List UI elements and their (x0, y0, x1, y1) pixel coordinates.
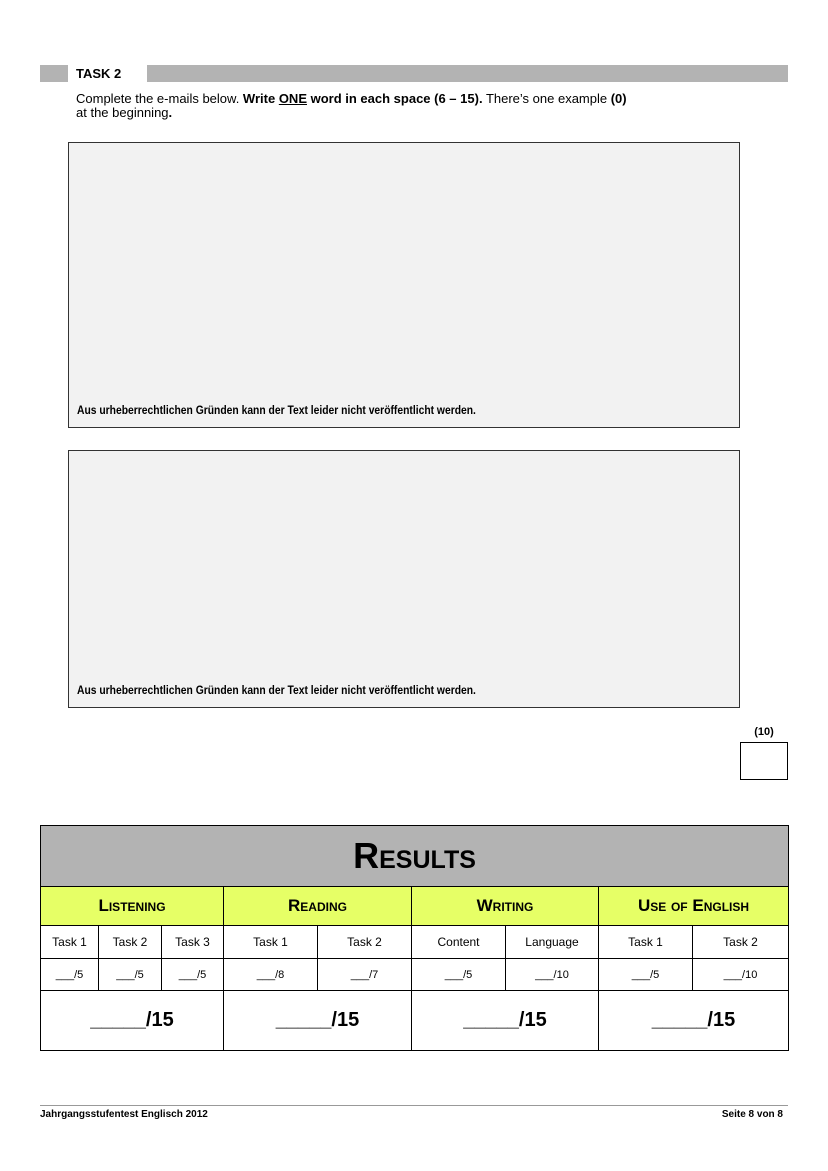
score-cell[interactable]: ___/8 (224, 959, 318, 991)
score-cell[interactable]: ___/5 (162, 959, 224, 991)
task-label: Task 1 (599, 926, 693, 959)
task-label: Task 1 (41, 926, 99, 959)
task-label: Task 2 (99, 926, 162, 959)
total-writing[interactable]: _____/15 (412, 991, 599, 1051)
results-title: Results (41, 826, 789, 887)
score-cell[interactable]: ___/7 (318, 959, 412, 991)
task-label: Language (506, 926, 599, 959)
points-label: (10) (754, 726, 774, 738)
task-label: Task 3 (162, 926, 224, 959)
task-label: Content (412, 926, 506, 959)
task-label: Task 2 (318, 926, 412, 959)
results-table (40, 825, 789, 1051)
score-cell[interactable]: ___/5 (599, 959, 693, 991)
task-label: Task 1 (224, 926, 318, 959)
score-cell[interactable]: ___/5 (99, 959, 162, 991)
section-use-of-english: Use of English (599, 887, 789, 926)
score-cell[interactable]: ___/5 (412, 959, 506, 991)
footer-title: Jahrgangsstufentest Englisch 2012 (40, 1109, 208, 1120)
section-writing: Writing (412, 887, 599, 926)
total-reading[interactable]: _____/15 (224, 991, 412, 1051)
total-use-of-english[interactable]: _____/15 (599, 991, 789, 1051)
task-title: TASK 2 (76, 66, 122, 81)
score-cell[interactable]: ___/10 (506, 959, 599, 991)
page-number: Seite 8 von 8 (721, 1109, 783, 1120)
task-instruction: Complete the e-mails below. Write ONE word in each space (6 – 15). There’s one example (0) at the beginning. (76, 91, 627, 120)
copyright-note: Aus urheberrechtlichen Gründen kann der Text leider nicht veröffentlicht werden. (77, 403, 476, 417)
section-reading: Reading (224, 887, 412, 926)
email-placeholder-1 (68, 142, 740, 428)
score-cell[interactable]: ___/10 (693, 959, 789, 991)
copyright-note: Aus urheberrechtlichen Gründen kann der Text leider nicht veröffentlicht werden. (77, 683, 476, 697)
total-listening[interactable]: _____/15 (41, 991, 224, 1051)
footer-divider (40, 1105, 788, 1106)
task-label: Task 2 (693, 926, 789, 959)
section-listening: Listening (41, 887, 224, 926)
task-header-bar (147, 65, 788, 82)
email-placeholder-2 (68, 450, 740, 708)
points-box[interactable] (740, 742, 788, 780)
task-header-bar (40, 65, 68, 82)
score-cell[interactable]: ___/5 (41, 959, 99, 991)
